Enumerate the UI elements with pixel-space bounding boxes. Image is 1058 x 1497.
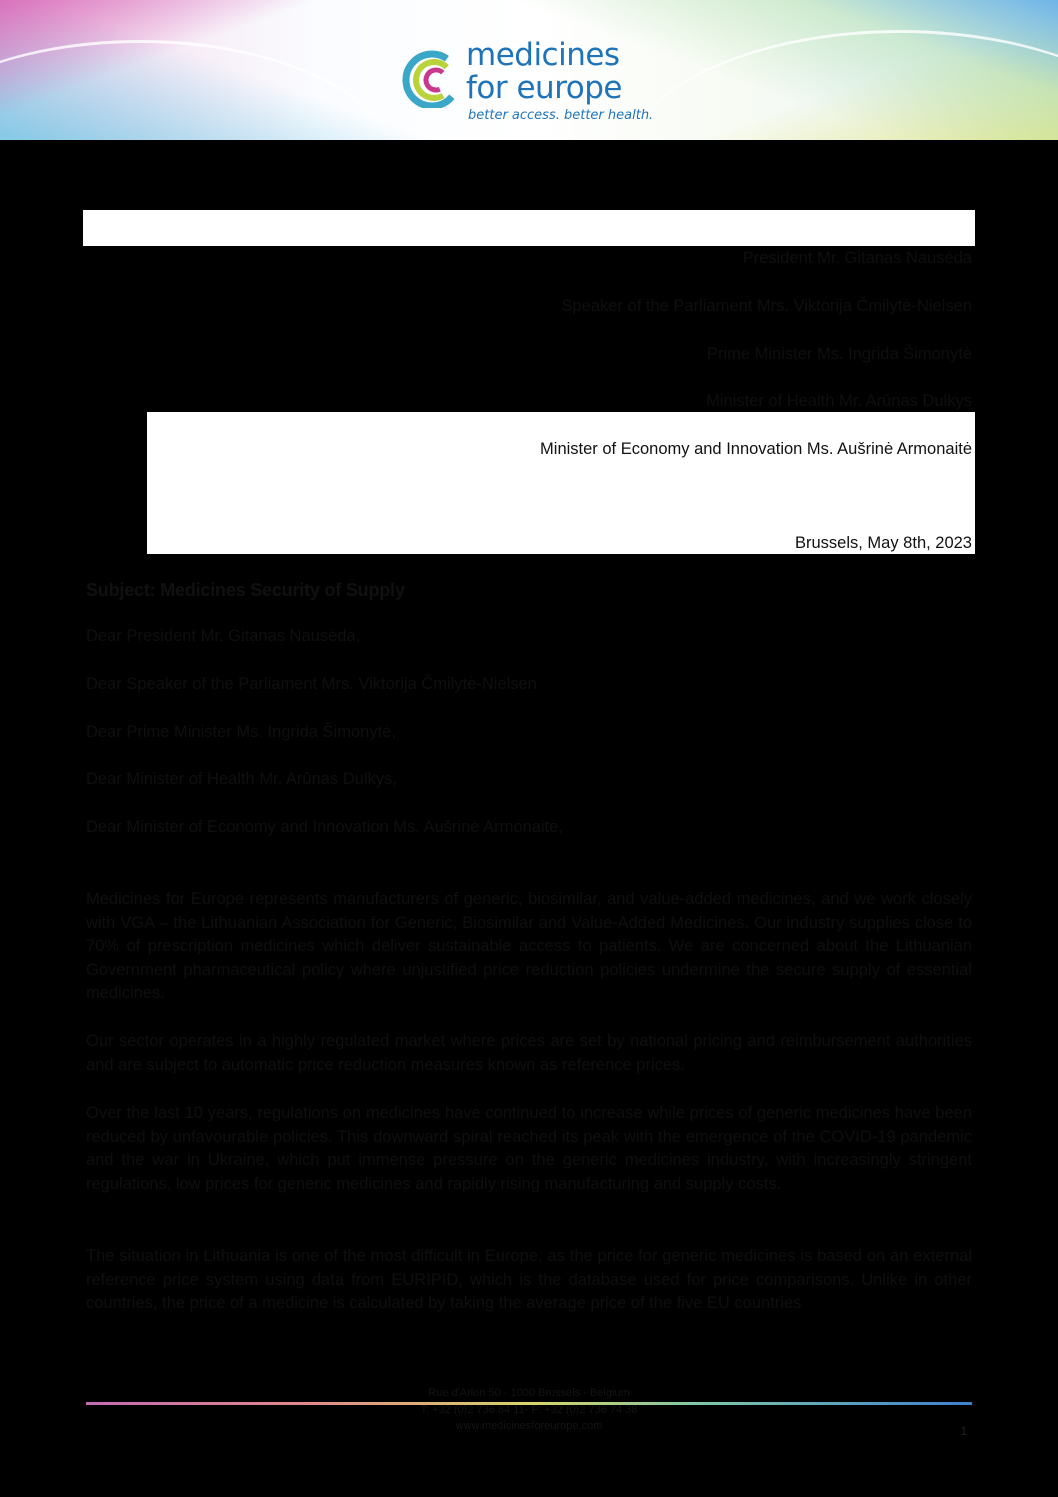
salutation-speaker: Dear Speaker of the Parliament Mrs. Viktorija Čmilytė-Nielsen bbox=[86, 675, 537, 693]
salutation-health-minister: Dear Minister of Health Mr. Arūnas Dulkys, bbox=[86, 770, 397, 788]
logo-text-line1: medicines bbox=[466, 37, 620, 73]
salutation-president: Dear President Mr. Gitanas Nausėda, bbox=[86, 627, 361, 645]
salutation-prime-minister: Dear Prime Minister Ms. Ingrida Šimonytė, bbox=[86, 723, 396, 741]
recipient-prime-minister: Prime Minister Ms. Ingrida Šimonytė bbox=[707, 345, 972, 363]
redaction-bar bbox=[83, 210, 975, 246]
recipient-block bbox=[147, 412, 975, 554]
recipient-economy-minister: Minister of Economy and Innovation Ms. Aušrinė Armonaitė bbox=[540, 440, 972, 458]
logo-tagline: better access. better health. bbox=[468, 108, 654, 123]
salutation-economy-minister: Dear Minister of Economy and Innovation Ms. Aušrinė Armonaitė, bbox=[86, 818, 563, 836]
body-paragraph-2: Our sector operates in a highly regulated market where prices are set by national pricing and reimbursement authorities and are subject to automatic price reduction measures known as reference prices. bbox=[86, 1032, 972, 1074]
body-paragraph-1: Medicines for Europe represents manufacturers of generic, biosimilar, and value-added medicines, and we work closely with VGA – the Lithuanian Association for Generic, Biosimilar and Value-Added Medicines. Our industry supplies close to 70% of prescription medicines which deliver sustainable access to patients. We are concerned about the Lithuanian Government pharmaceutical policy where unjustified price reduction policies undermine the secure supply of essential medicines. bbox=[86, 890, 972, 1003]
medicines-for-europe-logo bbox=[402, 37, 654, 130]
footer-phone: T: +32 (0)2 736 84 11- F: +32 (0)2 736 74 38 bbox=[420, 1404, 638, 1416]
recipient-president: President Mr. Gitanas Nausėda bbox=[742, 249, 972, 267]
recipient-health-minister: Minister of Health Mr. Arūnas Dulkys bbox=[706, 392, 972, 410]
footer-address: Rue d'Arlon 50 - 1000 Brussels - Belgium bbox=[428, 1387, 630, 1399]
logo-text-line2: for europe bbox=[466, 70, 622, 106]
letter-subject: Subject: Medicines Security of Supply bbox=[86, 580, 405, 600]
logo-mark-icon bbox=[402, 48, 462, 108]
body-paragraph-3: Over the last 10 years, regulations on medicines have continued to increase while prices of generic medicines have been reduced by unfavourable policies. This downward spiral reached its peak with the emergence of the COVID-19 pandemic and the war in Ukraine, which put immense pressure on the generic medicines industry, with increasingly stringent regulations, low prices for generic medicines and rapidly rising manufacturing and supply costs. bbox=[86, 1104, 972, 1193]
header-banner bbox=[0, 0, 1058, 140]
footer-website[interactable]: www.medicinesforeurope.com bbox=[455, 1420, 603, 1432]
recipient-speaker: Speaker of the Parliament Mrs. Viktorija Čmilytė-Nielsen bbox=[561, 297, 972, 315]
banner-swoosh bbox=[0, 40, 400, 140]
page-number: 1 bbox=[960, 1424, 967, 1438]
letter-date: Brussels, May 8th, 2023 bbox=[794, 534, 972, 552]
banner-swoosh bbox=[620, 30, 1058, 140]
body-paragraph-4: The situation in Lithuania is one of the most difficult in Europe, as the price for generic medicines is based on an external reference price system using data from EURIPID, which is the database used for price comparisons. Unlike in other countries, the price of a medicine is calculated by taking the average price of the five EU countries bbox=[86, 1247, 972, 1313]
